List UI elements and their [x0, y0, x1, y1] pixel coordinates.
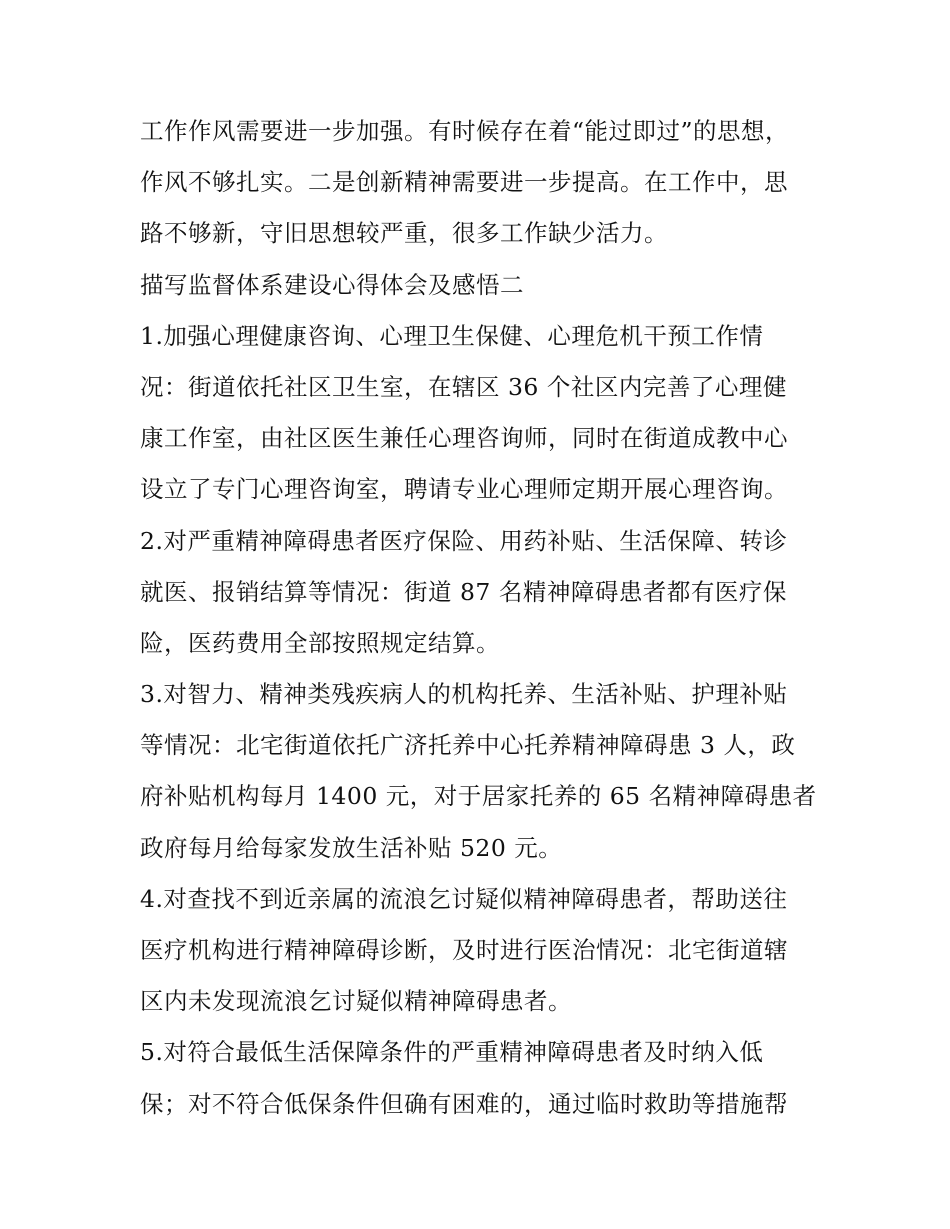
text-line: 工作作风需要进一步加强。有时候存在着“能过即过”的思想， [140, 117, 790, 145]
document-body [140, 106, 820, 1130]
text-line: 康工作室，由社区医生兼任心理咨询师，同时在街道成教中心 [140, 424, 788, 453]
section-heading: 描写监督体系建设心得体会及感悟二 [140, 270, 524, 299]
text-line: 4.对查找不到近亲属的流浪乞讨疑似精神障碍患者，帮助送往 [140, 884, 788, 913]
text-line: 1.加强心理健康咨询、心理卫生保健、心理危机干预工作情 [140, 321, 764, 350]
text-line: 医疗机构进行精神障碍诊断，及时进行医治情况：北宅街道辖 [140, 936, 788, 964]
text-line: 作风不够扎实。二是创新精神需要进一步提高。在工作中，思 [140, 168, 788, 197]
text-line: 等情况：北宅街道依托广济托养中心托养精神障碍患 3 人，政 [140, 731, 796, 760]
text-line: 区内未发现流浪乞讨疑似精神障碍患者。 [140, 987, 572, 1016]
text-line: 路不够新，守旧思想较严重，很多工作缺少活力。 [140, 219, 668, 248]
text-line: 险，医药费用全部按照规定结算。 [140, 628, 500, 657]
text-line: 政府每月给每家发放生活补贴 520 元。 [140, 833, 563, 862]
text-line: 况：街道依托社区卫生室，在辖区 36 个社区内完善了心理健 [140, 372, 787, 401]
text-line: 设立了专门心理咨询室，聘请专业心理师定期开展心理咨询。 [140, 475, 788, 504]
text-line: 3.对智力、精神类残疾病人的机构托养、生活补贴、护理补贴 [140, 680, 788, 709]
text-line: 府补贴机构每月 1400 元，对于居家托养的 65 名精神障碍患者 [140, 782, 817, 811]
text-line: 保；对不符合低保条件但确有困难的，通过临时救助等措施帮 [140, 1089, 788, 1118]
text-line: 就医、报销结算等情况：街道 87 名精神障碍患者都有医疗保 [140, 577, 787, 606]
text-line: 5.对符合最低生活保障条件的严重精神障碍患者及时纳入低 [140, 1038, 764, 1067]
text-line: 2.对严重精神障碍患者医疗保险、用药补贴、生活保障、转诊 [140, 526, 788, 555]
